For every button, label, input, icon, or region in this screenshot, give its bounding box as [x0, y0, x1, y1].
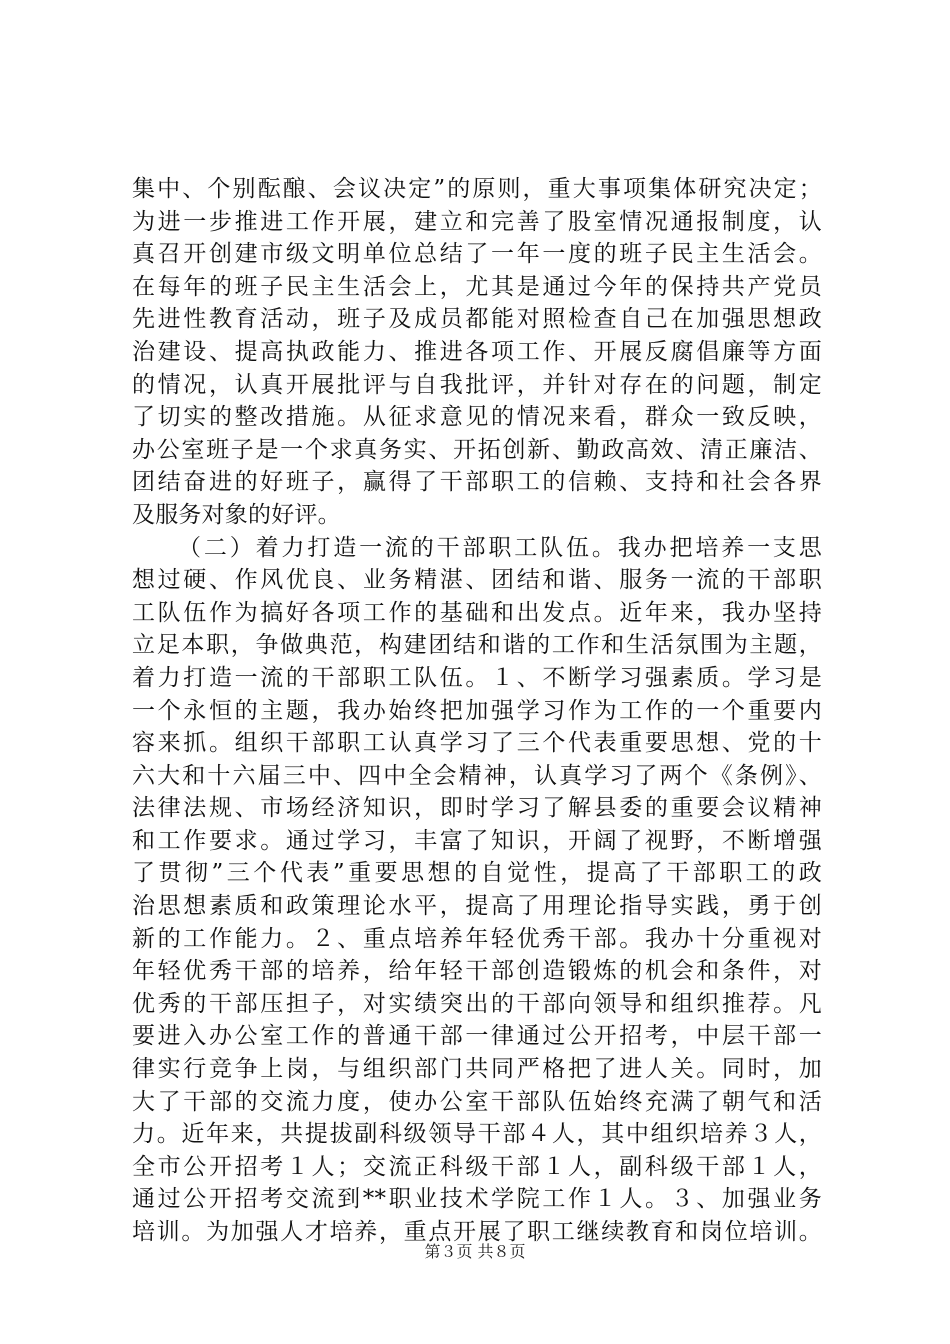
- page-number-label: 第３页 共８页: [424, 1242, 526, 1261]
- text-line: 大了干部的交流力度，使办公室干部队伍始终充满了朝气和活: [132, 1088, 822, 1115]
- text-line: 工队伍作为搞好各项工作的基础和出发点。近年来，我办坚持: [132, 599, 822, 626]
- text-line: 要进入办公室工作的普通干部一律通过公开招考，中层干部一: [132, 1023, 822, 1050]
- page-footer: [0, 1242, 950, 1262]
- text-line: 了切实的整改措施。从征求意见的情况来看，群众一致反映，: [132, 404, 822, 431]
- body-text: [132, 173, 822, 1249]
- text-line: 在每年的班子民主生活会上，尤其是通过今年的保持共产党员: [132, 273, 822, 300]
- text-line-indented: （二）着力打造一流的干部职工队伍。我办把培养一支思: [178, 534, 822, 561]
- text-line: 先进性教育活动，班子及成员都能对照检查自己在加强思想政: [132, 306, 822, 333]
- text-line: 法律法规、市场经济知识，即时学习了解县委的重要会议精神: [132, 795, 822, 822]
- text-line: 和工作要求。通过学习，丰富了知识，开阔了视野，不断增强: [132, 827, 822, 854]
- text-line: 容来抓。组织干部职工认真学习了三个代表重要思想、党的十: [132, 730, 822, 757]
- text-line: 六大和十六届三中、四中全会精神，认真学习了两个《条例》、: [132, 762, 822, 789]
- text-line: 及服务对象的好评。: [132, 501, 341, 528]
- text-line: 治思想素质和政策理论水平，提高了用理论指导实践，勇于创: [132, 893, 822, 920]
- text-line: 了贯彻”三个代表”重要思想的自觉性，提高了干部职工的政: [132, 860, 822, 887]
- text-line: 培训。为加强人才培养，重点开展了职工继续教育和岗位培训。: [132, 1219, 822, 1245]
- text-line: 办公室班子是一个求真务实、开拓创新、勤政高效、清正廉洁、: [132, 436, 822, 463]
- text-line: 年轻优秀干部的培养，给年轻干部创造锻炼的机会和条件，对: [132, 958, 822, 985]
- text-line: 优秀的干部压担子，对实绩突出的干部向领导和组织推荐。凡: [132, 990, 822, 1017]
- text-line: 立足本职，争做典范，构建团结和谐的工作和生活氛围为主题，: [132, 632, 822, 659]
- text-line: 一个永恒的主题，我办始终把加强学习作为工作的一个重要内: [132, 697, 822, 724]
- text-line: 治建设、提高执政能力、推进各项工作、开展反腐倡廉等方面: [132, 338, 822, 365]
- text-line: 集中、个别酝酿、会议决定”的原则，重大事项集体研究决定；: [132, 176, 822, 202]
- text-line: 团结奋进的好班子，赢得了干部职工的信赖、支持和社会各界: [132, 469, 822, 496]
- text-line: 真召开创建市级文明单位总结了一年一度的班子民主生活会。: [132, 241, 822, 268]
- text-line: 着力打造一流的干部职工队伍。１、不断学习强素质。学习是: [132, 664, 822, 691]
- text-line: 想过硬、作风优良、业务精湛、团结和谐、服务一流的干部职: [132, 567, 822, 594]
- text-line: 为进一步推进工作开展，建立和完善了股室情况通报制度，认: [132, 208, 822, 235]
- text-line: 全市公开招考１人；交流正科级干部１人，副科级干部１人，: [132, 1153, 822, 1180]
- text-line: 的情况，认真开展批评与自我批评，并针对存在的问题，制定: [132, 371, 822, 398]
- text-line: 力。近年来，共提拔副科级领导干部４人，其中组织培养３人，: [132, 1121, 822, 1148]
- text-line: 律实行竞争上岗，与组织部门共同严格把了进人关。同时，加: [132, 1056, 822, 1083]
- text-line: 通过公开招考交流到**职业技术学院工作１人。３、加强业务: [132, 1186, 822, 1213]
- text-line: 新的工作能力。２、重点培养年轻优秀干部。我办十分重视对: [132, 925, 822, 952]
